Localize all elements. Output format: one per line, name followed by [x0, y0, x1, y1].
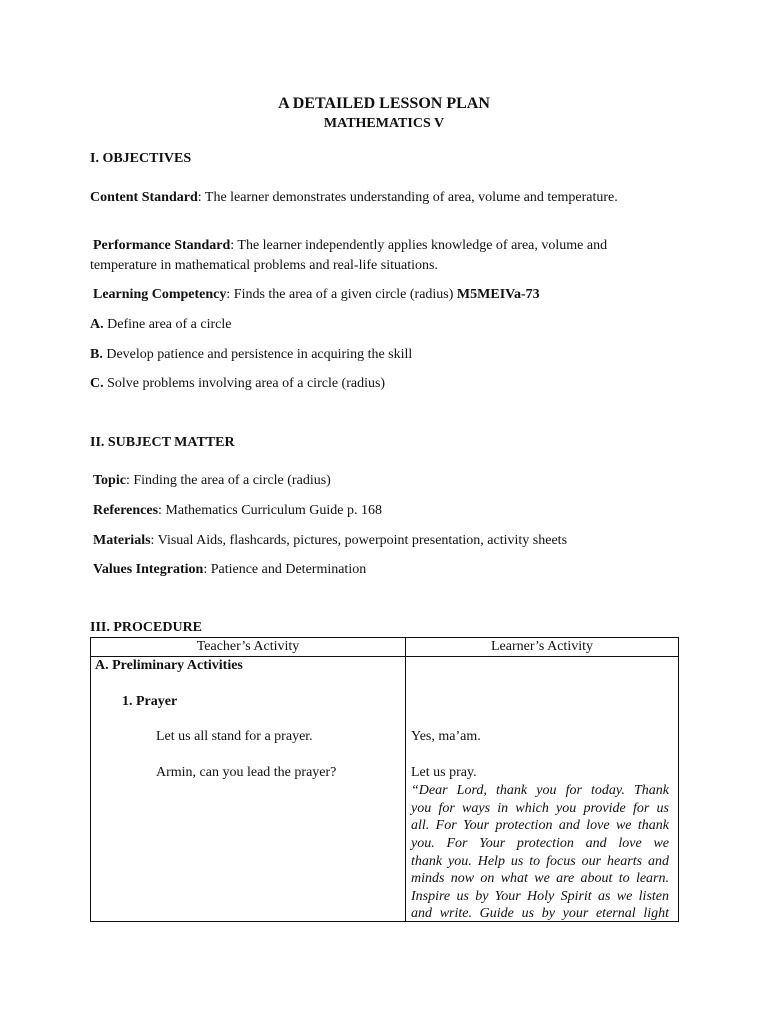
table-row — [91, 657, 679, 922]
references-label: References — [93, 503, 159, 518]
objective-item-a — [90, 316, 690, 334]
document-subtitle: MATHEMATICS V — [323, 116, 445, 131]
performance-standard-line2: temperature in mathematical problems and real-life situations. — [90, 258, 438, 273]
teacher-line-lead: Armin, can you lead the prayer? — [156, 765, 337, 781]
references-text: : Mathematics Curriculum Guide p. 168 — [158, 503, 383, 518]
procedure-heading: III. PROCEDURE — [90, 620, 203, 635]
values-line — [93, 561, 693, 579]
performance-standard-label: Performance Standard — [93, 238, 231, 253]
objective-letter: A. — [90, 317, 104, 332]
objective-item-c — [90, 375, 690, 393]
prayer-line: Inspire us by Your Holy Spirit as we listen — [411, 888, 669, 904]
objective-text: Develop patience and persistence in acquiring the skill — [102, 347, 413, 362]
values-label: Values Integration — [93, 562, 204, 577]
objective-item-b — [90, 346, 690, 364]
objective-text: Solve problems involving area of a circle (radius) — [103, 376, 386, 391]
materials-line — [93, 532, 693, 550]
learning-competency-label: Learning Competency — [93, 287, 227, 302]
performance-standard-text: : The learner independently applies knowledge of area, volume and — [230, 238, 608, 253]
objective-letter: B. — [90, 347, 103, 362]
learner-cell — [406, 657, 679, 922]
learner-line-yes: Yes, ma’am. — [411, 729, 481, 745]
document-title: A DETAILED LESSON PLAN — [278, 95, 490, 112]
topic-label: Topic — [93, 473, 126, 488]
prayer-heading: 1. Prayer — [122, 694, 178, 710]
learner-activity-header: Learner’s Activity — [406, 638, 679, 657]
objective-text: Define area of a circle — [103, 317, 232, 332]
values-text: : Patience and Determination — [203, 562, 367, 577]
learning-competency-text: : Finds the area of a given circle (radius) — [226, 287, 457, 302]
prayer-line: thank you. Help us to focus our hearts and — [411, 853, 669, 869]
table-header-row — [91, 638, 679, 657]
prayer-line: all. For Your protection and love we thank — [411, 818, 669, 834]
procedure-table — [90, 637, 679, 922]
materials-label: Materials — [93, 533, 151, 548]
learning-competency-code: M5MEIVa-73 — [456, 287, 540, 302]
performance-standard — [93, 237, 693, 255]
teacher-cell — [91, 657, 406, 922]
learning-competency — [93, 286, 693, 304]
objective-letter: C. — [90, 376, 104, 391]
prayer-line: you. For Your protection and love we — [411, 835, 669, 851]
prayer-line: and write. Guide us by your eternal light — [411, 906, 669, 922]
content-standard-label: Content Standard — [90, 190, 198, 205]
content-standard-text: : The learner demonstrates understanding of area, volume and temperature. — [197, 190, 618, 205]
topic-line — [93, 472, 693, 490]
teacher-line-stand: Let us all stand for a prayer. — [156, 729, 313, 745]
content-standard — [90, 189, 690, 207]
teacher-activity-header: Teacher’s Activity — [91, 638, 406, 657]
objectives-heading: I. OBJECTIVES — [90, 151, 192, 166]
learner-line-pray: Let us pray. — [411, 765, 477, 781]
topic-text: : Finding the area of a circle (radius) — [125, 473, 331, 488]
references-line — [93, 502, 693, 520]
prayer-line: “Dear Lord, thank you for today. Thank — [411, 783, 669, 799]
prayer-line: you for ways in which you provide for us — [411, 800, 669, 816]
prayer-text — [411, 782, 669, 923]
subject-matter-heading: II. SUBJECT MATTER — [90, 435, 235, 450]
materials-text: : Visual Aids, flashcards, pictures, powerpoint presentation, activity sheets — [150, 533, 568, 548]
preliminary-activities-heading: A. Preliminary Activities — [95, 658, 243, 674]
prayer-line: minds now on what we are about to learn. — [411, 871, 669, 887]
